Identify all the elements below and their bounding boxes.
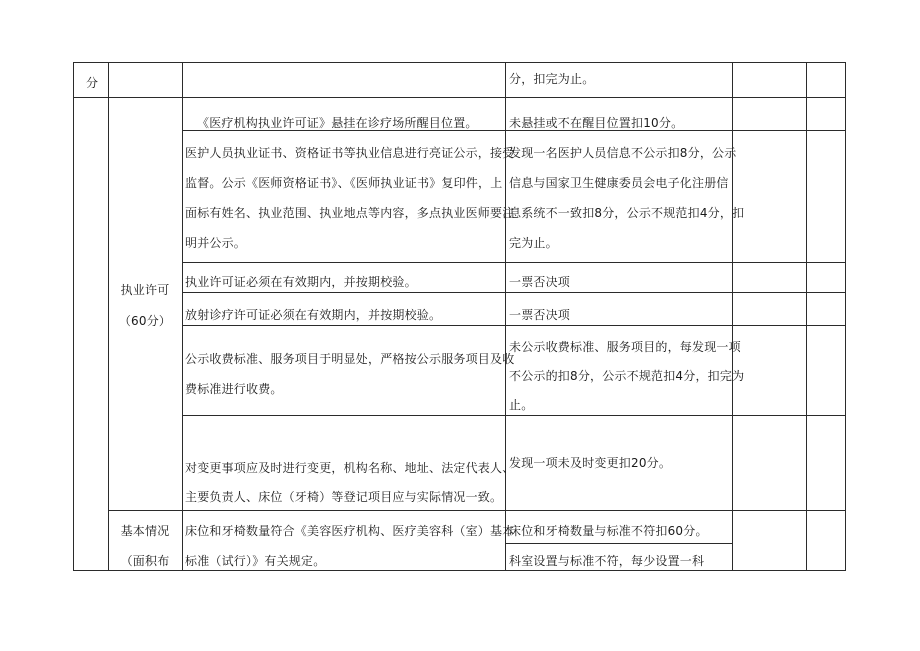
table-border-left xyxy=(73,62,74,570)
row-top-col1: 分 xyxy=(86,76,99,90)
section-basic-name-cont: （面积布 xyxy=(120,554,170,568)
scoring-line: 息系统不一致扣8分，公示不规范扣4分，扣 xyxy=(509,206,745,220)
requirement-line: 主要负责人、床位（牙椅）等登记项目应与实际情况一致。 xyxy=(185,490,503,504)
scoring-line: 发现一名医护人员信息不公示扣8分，公示 xyxy=(509,146,737,160)
row-divider xyxy=(182,325,846,326)
requirement-line: 床位和牙椅数量符合《美容医疗机构、医疗美容科（室）基本 xyxy=(185,524,515,538)
scoring-line: 床位和牙椅数量与标准不符扣60分。 xyxy=(509,524,708,538)
row-divider xyxy=(73,97,846,98)
scoring-line: 不公示的扣8分，公示不规范扣4分，扣完为 xyxy=(509,369,745,383)
scoring-line: 发现一项未及时变更扣20分。 xyxy=(509,456,672,470)
requirement-line: 费标准进行收费。 xyxy=(185,382,283,396)
table-border-right xyxy=(845,62,846,570)
col-divider-2 xyxy=(182,62,183,570)
scoring-line: 未悬挂或不在醒目位置扣10分。 xyxy=(509,116,684,130)
section-license-score: （60分） xyxy=(118,314,172,328)
scoring-line: 科室设置与标准不符，每少设置一科 xyxy=(509,554,705,568)
scoring-line: 未公示收费标准、服务项目的，每发现一项 xyxy=(509,340,741,354)
table-border-bottom xyxy=(73,570,846,571)
requirement-line: 对变更事项应及时进行变更，机构名称、地址、法定代表人、 xyxy=(185,461,515,475)
row-divider xyxy=(182,415,846,416)
requirement-line: 监督。公示《医师资格证书》、《医师执业证书》复印件，上 xyxy=(185,176,503,190)
scoring-line: 信息与国家卫生健康委员会电子化注册信 xyxy=(509,176,729,190)
requirement-line: 明并公示。 xyxy=(185,236,247,250)
col-divider-3 xyxy=(505,62,506,570)
table-border-top xyxy=(73,62,846,63)
scoring-line: 完为止。 xyxy=(509,236,558,250)
col-divider-4 xyxy=(732,62,733,570)
requirement-line: 《医疗机构执业许可证》悬挂在诊疗场所醒目位置。 xyxy=(197,116,478,130)
requirement-line: 放射诊疗许可证必须在有效期内，并按期校验。 xyxy=(185,308,442,322)
row-divider-partial xyxy=(505,543,732,544)
row-top-scoring: 分，扣完为止。 xyxy=(509,72,595,86)
scoring-line: 一票否决项 xyxy=(509,308,571,322)
scoring-line: 止。 xyxy=(509,398,534,412)
requirement-line: 标准（试行）》有关规定。 xyxy=(185,554,326,568)
row-divider xyxy=(108,510,846,511)
section-license-name: 执业许可 xyxy=(120,283,170,297)
requirement-line: 执业许可证必须在有效期内，并按期校验。 xyxy=(185,275,417,289)
requirement-line: 医护人员执业证书、资格证书等执业信息进行亮证公示，接受 xyxy=(185,146,515,160)
requirement-line: 公示收费标准、服务项目于明显处，严格按公示服务项目及收 xyxy=(185,352,515,366)
section-basic-name: 基本情况 xyxy=(120,524,170,538)
scoring-line: 一票否决项 xyxy=(509,275,571,289)
row-divider xyxy=(182,130,846,131)
col-divider-5 xyxy=(806,62,807,570)
requirement-line: 面标有姓名、执业范围、执业地点等内容，多点执业医师要注 xyxy=(185,206,515,220)
row-divider xyxy=(182,262,846,263)
row-divider xyxy=(182,292,846,293)
